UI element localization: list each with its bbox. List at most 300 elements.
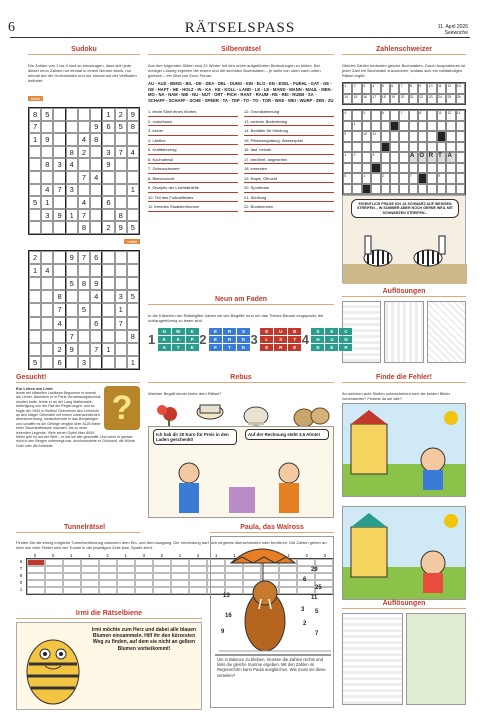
zahlenschweizer-cell[interactable]: [381, 131, 390, 142]
silben-clue[interactable]: 5. Kraftfahrzeug: [148, 145, 238, 155]
tunnel-cell[interactable]: [27, 559, 45, 566]
neun-puzzles[interactable]: [148, 327, 348, 351]
zahlenschweizer-cell[interactable]: [362, 142, 371, 153]
code-key-cell[interactable]: 18: [381, 94, 390, 105]
sudoku-cell[interactable]: [78, 343, 90, 356]
neun-tile[interactable]: S: [274, 336, 287, 343]
zahlenschweizer-cell[interactable]: [456, 173, 465, 184]
sudoku-cell[interactable]: [102, 330, 114, 343]
paula-number[interactable]: 2: [303, 621, 307, 627]
sudoku-cell[interactable]: [90, 196, 102, 209]
sudoku-cell[interactable]: 9: [66, 343, 78, 356]
sudoku-cell[interactable]: [29, 277, 41, 290]
sudoku-cell[interactable]: [127, 158, 139, 171]
neun-tile[interactable]: E: [237, 336, 250, 343]
fehler-image-1[interactable]: [342, 403, 466, 497]
sudoku-cell[interactable]: 3: [102, 146, 114, 159]
sudoku-cell[interactable]: 1: [127, 356, 139, 369]
sudoku-cell[interactable]: [78, 290, 90, 303]
zahlenschweizer-cell[interactable]: A: [409, 152, 418, 163]
sudoku-cell[interactable]: [53, 264, 65, 277]
silben-clue[interactable]: 4. Lästher: [148, 136, 238, 146]
silben-clue[interactable]: 17. berühmt, angesehen: [244, 155, 334, 165]
tunnel-cell[interactable]: [27, 566, 45, 573]
sudoku-cell[interactable]: [66, 290, 78, 303]
zahlenschweizer-cell[interactable]: [362, 184, 371, 195]
sudoku-cell[interactable]: [127, 171, 139, 184]
sudoku-cell[interactable]: [127, 251, 139, 264]
neun-puzzle[interactable]: [302, 327, 353, 351]
sudoku-cell[interactable]: [78, 317, 90, 330]
neun-tile[interactable]: R: [223, 336, 236, 343]
neun-tile[interactable]: D: [311, 344, 324, 351]
sudoku-cell[interactable]: 8: [53, 290, 65, 303]
code-key-cell[interactable]: 26: [456, 94, 465, 105]
tunnel-cell[interactable]: [99, 566, 117, 573]
zahlenschweizer-cell[interactable]: [399, 163, 408, 174]
sudoku-cell[interactable]: 7: [78, 171, 90, 184]
sudoku-cell[interactable]: 8: [29, 108, 41, 121]
sudoku-cell[interactable]: [115, 356, 127, 369]
sudoku-cell[interactable]: [127, 303, 139, 316]
sudoku-cell[interactable]: [66, 121, 78, 134]
tunnel-cell[interactable]: [81, 566, 99, 573]
sudoku-cell[interactable]: [29, 209, 41, 222]
sudoku-cell[interactable]: 2: [102, 221, 114, 234]
sudoku-cell[interactable]: [102, 133, 114, 146]
code-key-cell[interactable]: 24: [437, 94, 446, 105]
paula-number[interactable]: 7: [315, 631, 319, 637]
sudoku-cell[interactable]: [41, 251, 53, 264]
tunnel-cell[interactable]: [135, 573, 153, 580]
sudoku-cell[interactable]: [66, 303, 78, 316]
code-key-cell[interactable]: 10: [427, 83, 436, 94]
sudoku-cell[interactable]: 4: [90, 171, 102, 184]
neun-tile[interactable]: L: [260, 336, 273, 343]
code-key-cell[interactable]: 22: [418, 94, 427, 105]
zahlenschweizer-cell[interactable]: [437, 163, 446, 174]
sudoku-cell[interactable]: [29, 146, 41, 159]
zahlenschweizer-cell[interactable]: [456, 163, 465, 174]
tunnel-cell[interactable]: [135, 566, 153, 573]
sudoku-cell[interactable]: 3: [115, 290, 127, 303]
code-key-cell[interactable]: 23: [427, 94, 436, 105]
sudoku-cell[interactable]: [102, 171, 114, 184]
code-key-row[interactable]: [342, 82, 466, 105]
paula-number[interactable]: 25: [315, 585, 322, 591]
neun-tile[interactable]: E: [209, 336, 222, 343]
tunnel-cell[interactable]: [135, 580, 153, 587]
sudoku-cell[interactable]: [41, 290, 53, 303]
zahlenschweizer-cell[interactable]: [409, 184, 418, 195]
neun-tile[interactable]: E: [260, 344, 273, 351]
neun-tile[interactable]: E: [260, 328, 273, 335]
zahlenschweizer-cell[interactable]: 12: [446, 110, 455, 121]
neun-tile[interactable]: T: [172, 344, 185, 351]
sudoku-cell[interactable]: [53, 330, 65, 343]
sudoku-cell[interactable]: [102, 290, 114, 303]
zahlenschweizer-cell[interactable]: [399, 184, 408, 195]
tunnel-cell[interactable]: [99, 580, 117, 587]
tunnel-cell[interactable]: [189, 580, 207, 587]
sudoku-cell[interactable]: 4: [41, 184, 53, 197]
sudoku-cell[interactable]: [66, 356, 78, 369]
tunnel-cell[interactable]: [45, 566, 63, 573]
sudoku-cell[interactable]: 5: [127, 290, 139, 303]
zahlenschweizer-cell[interactable]: [427, 163, 436, 174]
sudoku-cell[interactable]: 2: [29, 251, 41, 264]
sudoku-cell[interactable]: 3: [66, 184, 78, 197]
sudoku-cell[interactable]: 7: [78, 209, 90, 222]
sudoku-cell[interactable]: 4: [127, 146, 139, 159]
sudoku-cell[interactable]: [53, 108, 65, 121]
sudoku-cell[interactable]: [90, 330, 102, 343]
sudoku-cell[interactable]: 4: [78, 196, 90, 209]
sudoku-cell[interactable]: 7: [66, 330, 78, 343]
neun-tile[interactable]: E: [325, 344, 338, 351]
sudoku-cell[interactable]: 7: [53, 184, 65, 197]
silben-clue[interactable]: 18. innereien: [244, 164, 334, 174]
tunnel-cell[interactable]: [117, 573, 135, 580]
code-key-cell[interactable]: 6: [390, 83, 399, 94]
sudoku-cell[interactable]: [41, 171, 53, 184]
zahlenschweizer-cell[interactable]: [343, 121, 352, 132]
neun-puzzle[interactable]: [148, 327, 199, 351]
sudoku-cell[interactable]: 1: [115, 303, 127, 316]
tunnel-cell[interactable]: [63, 580, 81, 587]
code-key-cell[interactable]: 14: [343, 94, 352, 105]
zahlenschweizer-cell[interactable]: [381, 142, 390, 153]
neun-tile[interactable]: R: [223, 328, 236, 335]
sudoku-cell[interactable]: [127, 277, 139, 290]
zahlenschweizer-cell[interactable]: [409, 121, 418, 132]
zahlenschweizer-cell[interactable]: [390, 121, 399, 132]
silben-clue[interactable]: 15. Pflanzengattung: Wasserpest: [244, 136, 334, 146]
neun-tile[interactable]: F: [209, 344, 222, 351]
silben-clue[interactable]: 11. fremdes Staatsterritorium: [148, 202, 238, 212]
tunnel-cell[interactable]: [153, 566, 171, 573]
paula-number[interactable]: 29: [311, 567, 318, 573]
sudoku-cell[interactable]: 1: [41, 196, 53, 209]
neun-tile[interactable]: E: [237, 344, 250, 351]
neun-tile[interactable]: U: [325, 336, 338, 343]
zahlenschweizer-cell[interactable]: 6: [381, 110, 390, 121]
code-key-cell[interactable]: 12: [446, 83, 455, 94]
sudoku-cell[interactable]: 1: [127, 184, 139, 197]
code-key-cell[interactable]: 17: [371, 94, 380, 105]
sudoku-cell[interactable]: [115, 196, 127, 209]
sudoku-cell[interactable]: [78, 121, 90, 134]
sudoku-cell[interactable]: [53, 133, 65, 146]
zahlenschweizer-cell[interactable]: [437, 131, 446, 142]
tunnel-cell[interactable]: [189, 566, 207, 573]
sudoku-cell[interactable]: 1: [66, 209, 78, 222]
zahlenschweizer-cell[interactable]: [427, 173, 436, 184]
neun-tile[interactable]: N: [339, 336, 352, 343]
zahlenschweizer-cell[interactable]: [409, 163, 418, 174]
sudoku-cell[interactable]: [66, 196, 78, 209]
zahlenschweizer-cell[interactable]: [381, 163, 390, 174]
zahlenschweizer-cell[interactable]: T: [437, 152, 446, 163]
silben-clue[interactable]: 22. Bootsrennen: [244, 202, 334, 212]
code-key-cell[interactable]: 3: [362, 83, 371, 94]
sudoku-grid-easy[interactable]: [28, 107, 140, 235]
zahlenschweizer-cell[interactable]: [390, 152, 399, 163]
sudoku-cell[interactable]: [115, 277, 127, 290]
neun-tile[interactable]: K: [158, 336, 171, 343]
sudoku-cell[interactable]: [41, 330, 53, 343]
tunnel-cell[interactable]: [63, 559, 81, 566]
code-key-cell[interactable]: 8: [409, 83, 418, 94]
sudoku-cell[interactable]: 2: [78, 146, 90, 159]
zahlenschweizer-cell[interactable]: [418, 121, 427, 132]
silben-clue[interactable]: 8. Bienenzucht: [148, 174, 238, 184]
code-key-cell[interactable]: 15: [352, 94, 361, 105]
neun-tile[interactable]: W: [172, 328, 185, 335]
zahlenschweizer-cell[interactable]: [409, 131, 418, 142]
zahlenschweizer-cell[interactable]: [362, 163, 371, 174]
sudoku-cell[interactable]: [66, 317, 78, 330]
sudoku-cell[interactable]: [115, 184, 127, 197]
paula-number[interactable]: 5: [315, 609, 319, 615]
neun-puzzle[interactable]: [250, 327, 301, 351]
zahlenschweizer-cell[interactable]: [446, 184, 455, 195]
sudoku-cell[interactable]: 8: [78, 277, 90, 290]
zahlenschweizer-cell[interactable]: [446, 121, 455, 132]
zahlenschweizer-cell[interactable]: [390, 142, 399, 153]
zahlenschweizer-cell[interactable]: 4: [343, 110, 352, 121]
silben-clue[interactable]: 3. keiner: [148, 126, 238, 136]
silben-clue[interactable]: 2. undulösam: [148, 117, 238, 127]
zahlenschweizer-cell[interactable]: [418, 131, 427, 142]
neun-tile[interactable]: E: [288, 344, 301, 351]
code-key-cell[interactable]: 21: [409, 94, 418, 105]
zahlenschweizer-cell[interactable]: [399, 152, 408, 163]
sudoku-cell[interactable]: [29, 330, 41, 343]
zahlenschweizer-cell[interactable]: [371, 121, 380, 132]
zahlenschweizer-cell[interactable]: [437, 184, 446, 195]
sudoku-cell[interactable]: 5: [29, 196, 41, 209]
sudoku-cell[interactable]: 9: [53, 209, 65, 222]
sudoku-cell[interactable]: [66, 108, 78, 121]
paula-number[interactable]: 13: [223, 593, 230, 599]
sudoku-cell[interactable]: [102, 317, 114, 330]
sudoku-cell[interactable]: 5: [41, 108, 53, 121]
neun-tile[interactable]: E: [186, 344, 199, 351]
zahlenschweizer-cell[interactable]: [371, 142, 380, 153]
sudoku-cell[interactable]: 9: [127, 108, 139, 121]
sudoku-cell[interactable]: 5: [78, 303, 90, 316]
sudoku-cell[interactable]: [102, 184, 114, 197]
sudoku-cell[interactable]: [115, 264, 127, 277]
tunnel-cell[interactable]: [45, 559, 63, 566]
zahlenschweizer-cell[interactable]: 11: [456, 110, 465, 121]
code-key-cell[interactable]: 25: [446, 94, 455, 105]
zahlenschweizer-cell[interactable]: [418, 173, 427, 184]
sudoku-cell[interactable]: [90, 356, 102, 369]
sudoku-cell[interactable]: [66, 171, 78, 184]
zahlenschweizer-cell[interactable]: 3: [362, 110, 371, 121]
neun-tile[interactable]: S: [237, 328, 250, 335]
sudoku-cell[interactable]: [66, 133, 78, 146]
tunnel-cell[interactable]: [45, 573, 63, 580]
zahlenschweizer-cell[interactable]: [352, 184, 361, 195]
sudoku-cell[interactable]: [78, 264, 90, 277]
zahlenschweizer-cell[interactable]: [362, 152, 371, 163]
tunnel-cell[interactable]: [117, 587, 135, 594]
sudoku-cell[interactable]: [102, 356, 114, 369]
zahlenschweizer-cell[interactable]: [343, 142, 352, 153]
code-key-cell[interactable]: 5: [381, 83, 390, 94]
neun-tile[interactable]: E: [186, 328, 199, 335]
sudoku-cell[interactable]: [41, 356, 53, 369]
tunnel-cell[interactable]: [63, 566, 81, 573]
zahlenschweizer-cell[interactable]: [399, 131, 408, 142]
tunnel-cell[interactable]: [45, 587, 63, 594]
zahlenschweizer-cell[interactable]: [427, 121, 436, 132]
zahlenschweizer-cell[interactable]: [381, 121, 390, 132]
sudoku-cell[interactable]: [115, 330, 127, 343]
sudoku-cell[interactable]: 9: [90, 121, 102, 134]
sudoku-cell[interactable]: [29, 290, 41, 303]
zahlenschweizer-cell[interactable]: O: [418, 152, 427, 163]
sudoku-cell[interactable]: 7: [78, 251, 90, 264]
zahlenschweizer-cell[interactable]: [427, 184, 436, 195]
tunnel-cell[interactable]: [81, 573, 99, 580]
zahlenschweizer-cell[interactable]: [456, 142, 465, 153]
zahlenschweizer-cell[interactable]: [352, 163, 361, 174]
sudoku-cell[interactable]: [78, 158, 90, 171]
sudoku-cell[interactable]: [53, 196, 65, 209]
zahlenschweizer-cell[interactable]: [381, 152, 390, 163]
tunnel-cell[interactable]: [153, 580, 171, 587]
sudoku-cell[interactable]: 4: [90, 290, 102, 303]
zahlenschweizer-cell[interactable]: [427, 131, 436, 142]
sudoku-cell[interactable]: 8: [127, 121, 139, 134]
sudoku-cell[interactable]: [78, 108, 90, 121]
silben-clue[interactable]: 7. Gebrauchswert: [148, 164, 238, 174]
code-key-cell[interactable]: 19: [390, 94, 399, 105]
sudoku-cell[interactable]: 7: [115, 317, 127, 330]
zahlenschweizer-cell[interactable]: [371, 184, 380, 195]
code-key-cell[interactable]: 2: [352, 83, 361, 94]
zahlenschweizer-cell[interactable]: 10: [362, 131, 371, 142]
silben-clue[interactable]: 14. Behälter für Kleidung: [244, 126, 334, 136]
paula-numbers[interactable]: [211, 537, 335, 667]
sudoku-cell[interactable]: 4: [53, 317, 65, 330]
neun-tile[interactable]: R: [274, 344, 287, 351]
sudoku-cell[interactable]: [29, 158, 41, 171]
sudoku-cell[interactable]: [90, 108, 102, 121]
sudoku-cell[interactable]: [29, 184, 41, 197]
sudoku-cell[interactable]: 4: [66, 158, 78, 171]
sudoku-cell[interactable]: 4: [78, 133, 90, 146]
sudoku-cell[interactable]: 5: [29, 356, 41, 369]
zahlenschweizer-cell[interactable]: 8: [418, 110, 427, 121]
zahlenschweizer-cell[interactable]: [418, 163, 427, 174]
zahlenschweizer-cell[interactable]: [456, 131, 465, 142]
tunnel-cell[interactable]: [171, 566, 189, 573]
sudoku-cell[interactable]: 8: [78, 221, 90, 234]
tunnel-cell[interactable]: [189, 559, 207, 566]
tunnel-cell[interactable]: [171, 587, 189, 594]
sudoku-cell[interactable]: [127, 133, 139, 146]
sudoku-cell[interactable]: 5: [66, 277, 78, 290]
sudoku-cell[interactable]: 9: [90, 277, 102, 290]
zahlenschweizer-cell[interactable]: [362, 121, 371, 132]
sudoku-cell[interactable]: [53, 277, 65, 290]
tunnel-cell[interactable]: [171, 580, 189, 587]
sudoku-cell[interactable]: 2: [115, 108, 127, 121]
sudoku-cell[interactable]: 8: [90, 133, 102, 146]
sudoku-cell[interactable]: 7: [29, 121, 41, 134]
sudoku-cell[interactable]: 2: [53, 343, 65, 356]
neun-tile[interactable]: P: [186, 336, 199, 343]
code-key-cell[interactable]: 7: [399, 83, 408, 94]
neun-tile[interactable]: R: [339, 344, 352, 351]
neun-tile[interactable]: T: [223, 344, 236, 351]
tunnel-cell[interactable]: [117, 580, 135, 587]
zahlenschweizer-cell[interactable]: 1: [352, 121, 361, 132]
zahlenschweizer-cell[interactable]: 9: [437, 173, 446, 184]
sudoku-cell[interactable]: 6: [53, 356, 65, 369]
silben-clue[interactable]: 16. fast, beinah: [244, 145, 334, 155]
sudoku-cell[interactable]: 4: [41, 264, 53, 277]
sudoku-cell[interactable]: 5: [127, 221, 139, 234]
sudoku-cell[interactable]: 6: [102, 121, 114, 134]
code-key-cell[interactable]: 20: [399, 94, 408, 105]
tunnel-cell[interactable]: [27, 580, 45, 587]
neun-tile[interactable]: S: [311, 328, 324, 335]
sudoku-cell[interactable]: [66, 264, 78, 277]
sudoku-cell[interactable]: 9: [41, 133, 53, 146]
neun-tile[interactable]: E: [325, 328, 338, 335]
sudoku-cell[interactable]: 1: [102, 343, 114, 356]
sudoku-cell[interactable]: [90, 146, 102, 159]
sudoku-cell[interactable]: 1: [29, 264, 41, 277]
zahlenschweizer-cell[interactable]: 7: [409, 173, 418, 184]
sudoku-cell[interactable]: [53, 146, 65, 159]
zahlenschweizer-cell[interactable]: [446, 163, 455, 174]
tunnel-cell[interactable]: [27, 587, 45, 594]
sudoku-cell[interactable]: [102, 264, 114, 277]
sudoku-cell[interactable]: [127, 343, 139, 356]
sudoku-cell[interactable]: 6: [90, 317, 102, 330]
paula-number[interactable]: 3: [301, 607, 305, 613]
tunnel-cell[interactable]: [117, 559, 135, 566]
zahlenschweizer-cell[interactable]: [381, 184, 390, 195]
sudoku-cell[interactable]: [127, 317, 139, 330]
zahlenschweizer-cell[interactable]: [446, 131, 455, 142]
sudoku-cell[interactable]: [29, 343, 41, 356]
neun-tile[interactable]: A: [158, 344, 171, 351]
tunnel-cell[interactable]: [117, 566, 135, 573]
sudoku-cell[interactable]: [41, 317, 53, 330]
zahlenschweizer-cell[interactable]: [390, 184, 399, 195]
zahlenschweizer-cell[interactable]: [446, 173, 455, 184]
zahlenschweizer-cell[interactable]: [437, 142, 446, 153]
zahlenschweizer-cell[interactable]: [371, 173, 380, 184]
neun-tile[interactable]: E: [172, 336, 185, 343]
zahlenschweizer-cell[interactable]: [409, 142, 418, 153]
sudoku-cell[interactable]: [53, 251, 65, 264]
sudoku-cell[interactable]: [90, 209, 102, 222]
sudoku-cell[interactable]: [29, 171, 41, 184]
fehler-image-2[interactable]: [342, 506, 466, 600]
sudoku-cell[interactable]: 8: [115, 209, 127, 222]
tunnel-cell[interactable]: [45, 580, 63, 587]
zahlenschweizer-cell[interactable]: 1: [343, 152, 352, 163]
